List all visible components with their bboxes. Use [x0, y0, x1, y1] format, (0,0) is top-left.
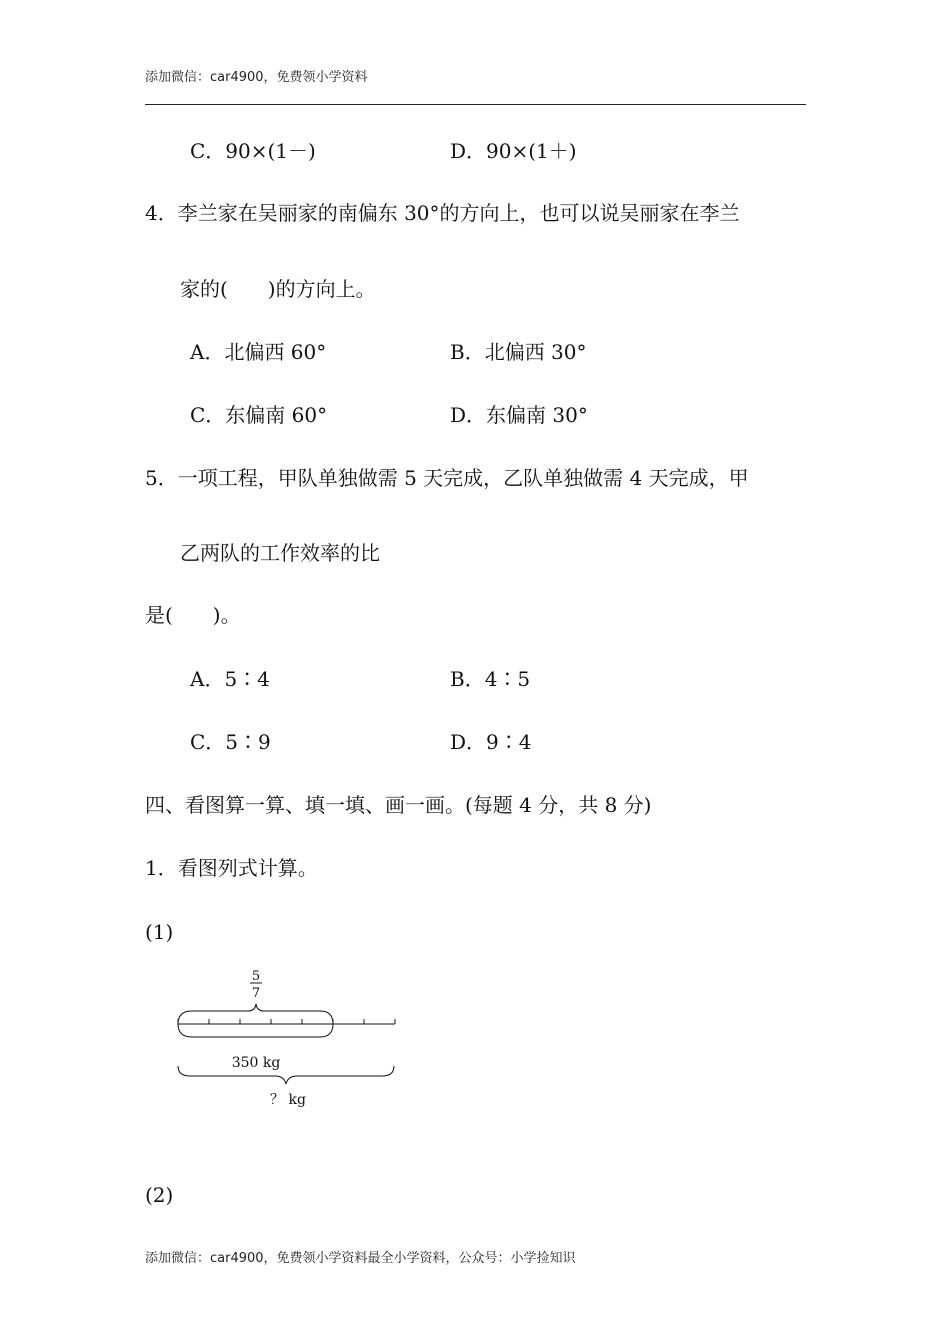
q4-stem-line2: 家的( )的方向上。 — [180, 277, 376, 301]
q5-stem-line3: 是( )。 — [145, 603, 241, 627]
q3-option-c: C．90×(1－) — [190, 139, 316, 163]
section4-item1: 1．看图列式计算。 — [145, 856, 318, 880]
bottom-brace — [178, 1066, 394, 1084]
q3-option-d: D．90×(1＋) — [450, 139, 577, 163]
page-footer: 添加微信：car4900，免费领小学资料最全小学资料，公众号：小学捡知识 — [145, 1251, 576, 1266]
q5-stem-line2: 乙两队的工作效率的比 — [180, 541, 380, 565]
section4-title: 四、看图算一算、填一填、画一画。(每题 4 分，共 8 分) — [145, 793, 652, 817]
header-rule — [145, 104, 806, 105]
fraction-numerator: 5 — [251, 969, 261, 984]
q5-option-b: B．4∶5 — [450, 667, 531, 691]
part1-label: (1) — [145, 920, 174, 944]
q5-option-a: A．5∶4 — [190, 667, 270, 691]
q5-option-c: C．5∶9 — [190, 730, 271, 754]
q4-option-b: B．北偏西 30° — [450, 340, 587, 364]
part-weight-label: 350 kg — [231, 1055, 281, 1071]
q4-option-c: C．东偏南 60° — [190, 403, 328, 427]
q5-option-d: D．9∶4 — [450, 730, 532, 754]
total-weight-label: ？ kg — [270, 1092, 306, 1108]
fraction-diagram — [170, 962, 405, 1112]
q4-stem-line1: 4．李兰家在吴丽家的南偏东 30°的方向上，也可以说吴丽家在李兰 — [145, 201, 740, 225]
top-brace — [178, 1004, 333, 1037]
segment-ticks — [178, 1019, 395, 1024]
part2-label: (2) — [145, 1183, 174, 1207]
q4-option-a: A．北偏西 60° — [190, 340, 327, 364]
page-header: 添加微信：car4900，免费领小学资料 — [145, 70, 368, 85]
fraction-denominator: 7 — [251, 986, 261, 1001]
q4-option-d: D．东偏南 30° — [450, 403, 588, 427]
q5-stem-line1: 5．一项工程，甲队单独做需 5 天完成，乙队单独做需 4 天完成，甲 — [145, 466, 749, 490]
